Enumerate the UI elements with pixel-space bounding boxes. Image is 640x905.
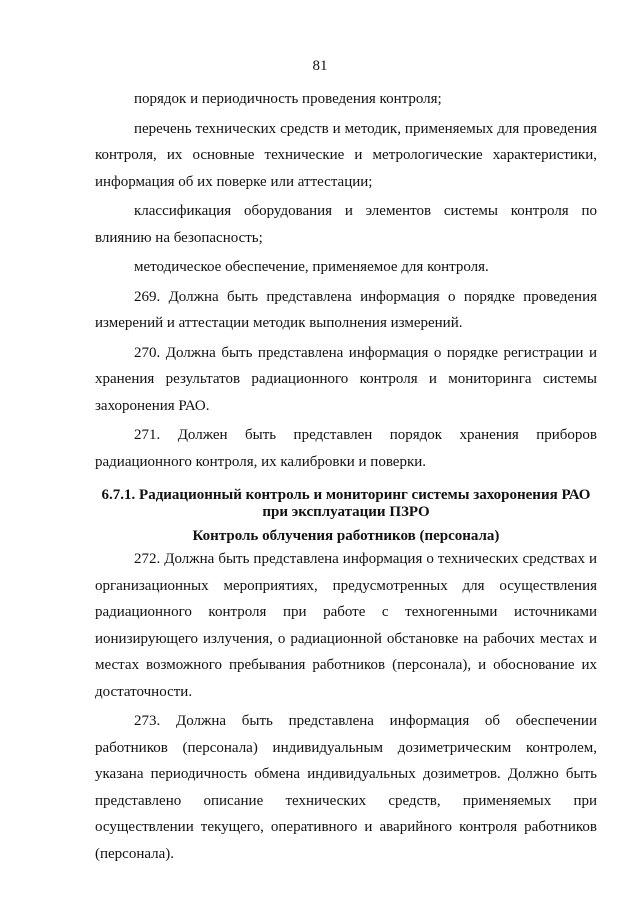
paragraph-methodical-support: методическое обеспечение, применяемое для контроля.	[134, 259, 489, 275]
paragraph-273: 273. Должна быть представлена информация об обеспечении работников (персонала) индивидуальным дозиметрическим контролем, указана периодичность обмена индивидуальных дозиметров. Должно быть представлено описание технических средств, применяемых при осуществлении текущего, оперативного и аварийного контроля работников (персонала).	[95, 713, 597, 862]
paragraph-270: 270. Должна быть представлена информация о порядке регистрации и хранения результатов радиационного контроля и мониторинга системы захоронения РАО.	[95, 344, 597, 414]
document-body	[95, 86, 597, 867]
subsection-heading: Контроль облучения работников (персонала)	[192, 528, 500, 544]
paragraph-271: 271. Должен быть представлен порядок хранения приборов радиационного контроля, их калибровки и поверки.	[95, 427, 597, 470]
paragraph-monitoring-order: порядок и периодичность проведения контроля;	[134, 91, 442, 107]
paragraph-equipment-classification: классификация оборудования и элементов системы контроля по влиянию на безопасность;	[95, 203, 597, 246]
section-heading	[95, 487, 597, 521]
page-number: 81	[312, 58, 328, 74]
paragraph-272: 272. Должна быть представлена информация о технических средствах и организационных мероприятиях, предусмотренных для осуществления радиационного контроля при работе с техногенными источниками ионизирующего излучения, о радиационной обстановке на рабочих местах и местах возможного пребывания работников (персонала), и обоснование их достаточности.	[95, 551, 597, 700]
paragraph-269: 269. Должна быть представлена информация о порядке проведения измерений и аттестации методик выполнения измерений.	[95, 288, 597, 331]
section-heading-line-1: 6.7.1. Радиационный контроль и мониторинг системы захоронения РАО	[101, 487, 591, 503]
section-heading-line-2: при эксплуатации ПЗРО	[262, 504, 430, 520]
paragraph-technical-means: перечень технических средств и методик, применяемых для проведения контроля, их основные технические и метрологические характеристики, информация об их поверке или аттестации;	[95, 120, 597, 190]
